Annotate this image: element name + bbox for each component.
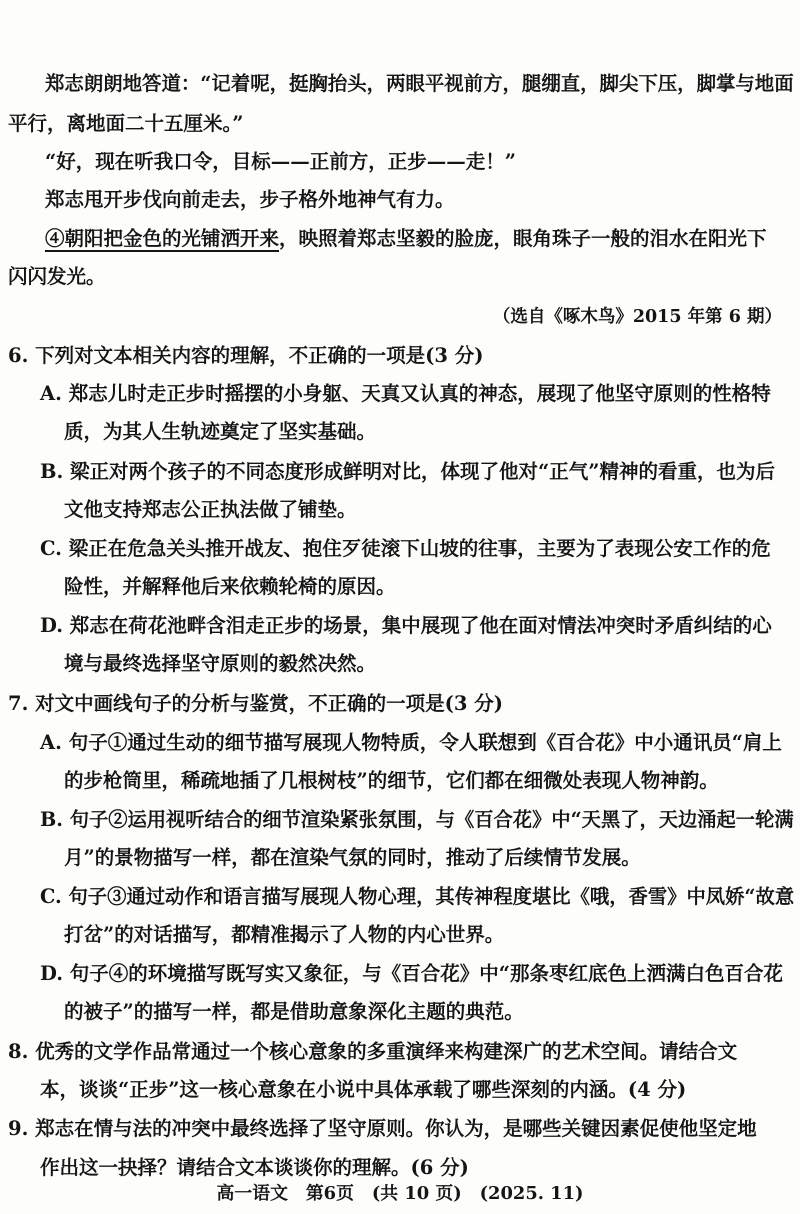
q6-option-a-line1: A. 郑志儿时走正步时摇摆的小身躯、天真又认真的神态，展现了他坚守原则的性格特 [40,382,771,405]
q7-option-a-line2: 的步枪筒里，稀疏地插了几根树枝”的细节，它们都在细微处表现人物神韵。 [64,769,719,792]
q6-option-b-line2: 文他支持郑志公正执法做了铺垫。 [64,498,357,521]
q6-option-c-line1: C. 梁正在危急关头推开战友、抱住歹徒滚下山坡的往事，主要为了表现公安工作的危 [40,537,771,560]
q6-option-b-line1: B. 梁正对两个孩子的不同态度形成鲜明对比，体现了他对“正气”精神的看重，也为后 [40,460,775,483]
underlined-sentence-4: ④朝阳把金色的光铺洒开来 [45,227,280,250]
q7-option-d-line1: D. 句子④的环境描写既写实又象征，与《百合花》中“那条枣红底色上洒满白色百合花 [40,962,784,985]
passage-p1-line2: 平行，离地面二十五厘米。” [8,112,244,135]
q7-stem: 7. 对文中画线句子的分析与鉴赏，不正确的一项是(3 分) [8,692,503,715]
q6-stem: 6. 下列对文本相关内容的理解，不正确的一项是(3 分) [8,344,484,367]
q6-option-a-line2: 质，为其人生轨迹奠定了坚实基础。 [64,420,377,443]
passage-p1-line1: 郑志朗朗地答道：“记着呢，挺胸抬头，两眼平视前方，腿绷直，脚尖下压，脚掌与地面 [45,72,794,95]
passage-p4-line2: 闪闪发光。 [8,265,106,288]
passage-p4-rest: ，映照着郑志坚毅的脸庞，眼角珠子一般的泪水在阳光下 [279,227,767,250]
page-footer: 高一语文 第6页 (共 10 页) (2025. 11) [216,1183,584,1204]
q7-option-a-line1: A. 句子①通过生动的细节描写展现人物特质，令人联想到《百合花》中小通讯员“肩上 [40,731,782,754]
q8-line1: 8. 优秀的文学作品常通过一个核心意象的多重演绎来构建深广的艺术空间。请结合文 [8,1040,738,1063]
q6-option-c-line2: 险性，并解释他后来依赖轮椅的原因。 [64,575,396,598]
q7-option-c-line2: 打岔”的对话描写，都精准揭示了人物的内心世界。 [64,923,505,946]
q6-option-d-line1: D. 郑志在荷花池畔含泪走正步的场景，集中展现了他在面对情法冲突时矛盾纠结的心 [40,614,772,637]
q9-line1: 9. 郑志在情与法的冲突中最终选择了坚守原则。你认为，是哪些关键因素促使他坚定地 [8,1117,757,1140]
passage-p4-line1 [45,225,767,253]
q9-line2: 作出这一抉择？请结合文本谈谈你的理解。(6 分) [40,1156,469,1179]
q8-line2: 本，谈谈“正步”这一核心意象在小说中具体承载了哪些深刻的内涵。(4 分) [40,1078,687,1101]
passage-p2: “好，现在听我口令，目标——正前方，正步——走！” [45,150,516,173]
q7-option-b-line1: B. 句子②运用视听结合的细节渲染紧张氛围，与《百合花》中“天黑了，天边涌起一轮满 [40,808,794,831]
q7-option-d-line2: 的被子”的描写一样，都是借助意象深化主题的典范。 [64,1000,524,1023]
q6-option-d-line2: 境与最终选择坚守原则的毅然决然。 [64,652,377,675]
passage-p3: 郑志甩开步伐向前走去，步子格外地神气有力。 [45,188,455,211]
q7-option-c-line1: C. 句子③通过动作和语言描写展现人物心理，其传神程度堪比《哦，香雪》中凤娇“故意 [40,885,795,908]
passage-source: （选自《啄木鸟》2015 年第 6 期） [492,307,782,327]
q7-option-b-line2: 月”的景物描写一样，都在渲染气氛的同时，推动了后续情节发展。 [64,846,641,869]
